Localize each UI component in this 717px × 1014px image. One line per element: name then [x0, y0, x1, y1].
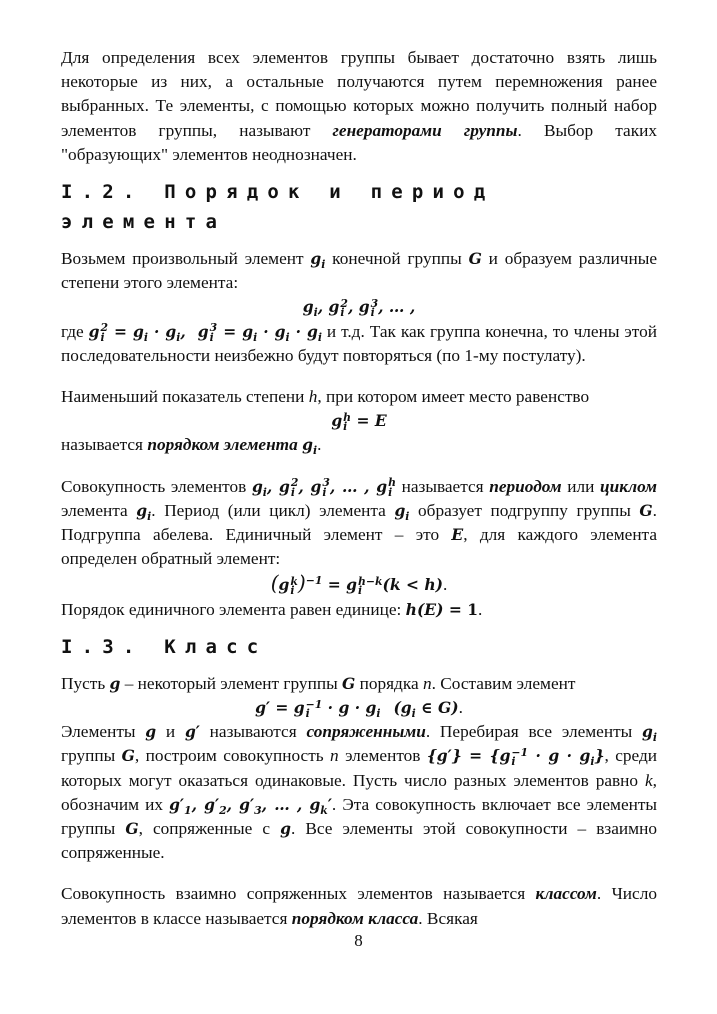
paragraph-powers: Возьмем произвольный элемент $g_i$ конечной группы G и образуем различные степени этого элемента:: [61, 249, 657, 293]
paragraph-conjugate-setup: Пусть g – некоторый элемент группы G порядка n. Составим элемент: [61, 673, 576, 693]
paragraph-period: Совокупность элементов $g_i$, g 2 i , g 3 i , … , g h i называется периодом или циклом элемента $g_i$. Период (или цикл) элемента $g_i$ образует подгруппу группы G. Подгруппа абелева. Единичный элемент – это E, для каждого элемента определен обратный элемент:: [61, 476, 657, 569]
paragraph-identity-order: Порядок единичного элемента равен единице: h(E) = 1.: [61, 599, 483, 619]
formula-conjugate: g′ = g −1 i · $g \cdot g_i$ ($g_i$ ∈ G).: [255, 697, 463, 721]
paragraph-order-term: называется порядком элемента $g_i$.: [61, 435, 322, 458]
paragraph-class: Совокупность взаимно сопряженных элементов называется классом. Число элементов в классе называется порядком класса. Всякая: [61, 884, 657, 928]
intro-paragraph: Для определения всех элементов группы бывает достаточно взять лишь некоторые из них, а остальные получаются путем перемножения ранее выбранных. Те элементы, с помощью которых можно получить полный набор элементов группы, называют генераторами группы. Выбор таких "образующих" элементов неоднозначен.: [61, 48, 657, 164]
page-content: [61, 46, 657, 931]
paragraph-where: где g 2 i = $g_i \cdot g_i$, g 3 i = $g_i \cdot g_i \cdot g_i$ и т.д. Так как группа конечна, то члены этой последовательности неизбежно будут повторяться (по 1-му постулату).: [61, 321, 658, 365]
paragraph-order-def: Наименьший показатель степени h, при котором имеет место равенство: [61, 387, 590, 407]
paragraph-conjugates: Элементы g и g′ называются сопряженными. Перебирая все элементы $g_i$ группы G, построим совокупность n элементов {g′} = {g −1 i · $g \cdot g_i$}, среди которых могут оказаться одинаковые. Пусть число разных элементов равно k, обозначим их $g'_1$, $g'_2$, $g'_3$, … , $g_k'$. Эта совокупность включает все элементы группы G, сопряженные с g. Все элементы этой совокупности – взаимно сопряженные.: [61, 722, 658, 863]
section-heading-1-3: I.3. Класс: [61, 635, 268, 658]
formula-powers: $g_i$, g 2 i , g 3 i , … ,: [302, 297, 416, 320]
page-number: 8: [354, 931, 363, 950]
formula-order: g h i = E: [331, 411, 387, 434]
formula-inverse: (g k i )$^{-1}$ = g h−k i (k < h).: [270, 571, 448, 598]
term-generators: генераторами группы: [332, 120, 518, 140]
section-heading-1-2: I.2. Порядок и период элемента: [61, 181, 495, 234]
